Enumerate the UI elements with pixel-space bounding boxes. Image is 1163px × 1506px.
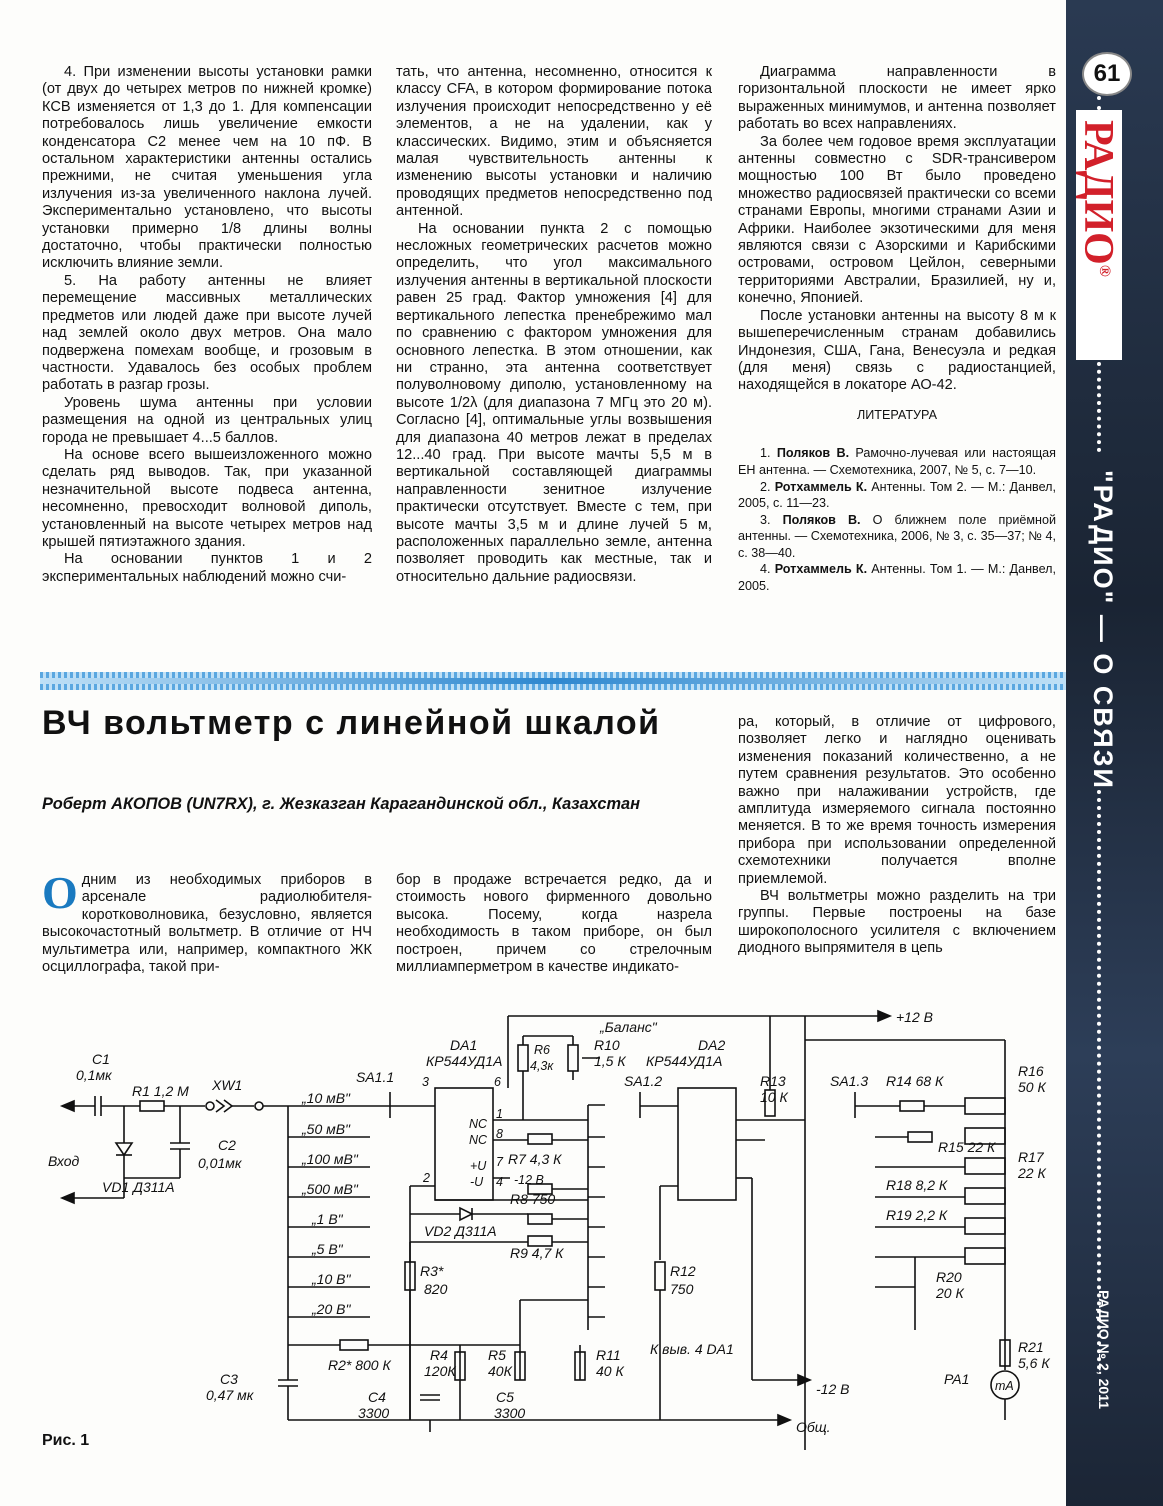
dotted-line [1097,96,1101,110]
figure-label: Рис. 1 [42,1432,90,1449]
label-r11v: 40 К [596,1363,624,1379]
prev-article-col2: тать, что антенна, несомненно, относится к классу CFA, в котором формирование потока излучения происходит непосредственно у её элементов, а не на удалении, как у классических. Видимо, этим и объясняется малая чувствительность антенны к изменению высоты установки и наличию проводящих предметов непосредственно под антенной. На основании пункта 2 с помощью несложных геометрических расчетов можно определить, что угол максимального излучения антенны в вертикальной плоскости равен 25 град. Фактор умножения [4] для вертикального лепестка пренебрежимо мал по сравнению с фактором умножения для основного лепестка. В этом отношении, как ни странно, эта антенна соответствует полуволновому диполю, установленному на высоте 1/2λ (для диапазона 7 МГц это 20 м). Согласно [4], оптимальные углы возвышения для диапазона 40 метров лежат в пределах 12...40 град. При высоте мачты 5,5 м в вертикальной составляющей диаграммы направленности зенитное излучение практически отсутствует. Вместе с тем, при высоте мачты 3,5 м и длине лучей 5 м, расположенных параллельно земле, антенна позволяет проводить как местные, так и относительно дальние радиосвязи. [396,64,712,585]
label-da2t: КР544УД1А [646,1053,723,1069]
label-r6v: 4,3к [530,1059,554,1073]
label-r3v: 820 [424,1281,448,1297]
label-c4: C4 [368,1389,386,1405]
pin-label: 2 [423,1171,430,1185]
label-da2: DA2 [698,1037,726,1053]
label-r16: R16 [1018,1063,1044,1079]
label-r20v: 20 К [936,1285,964,1301]
label-plus12: +12 В [896,1009,933,1025]
label-r5: R5 [488,1347,506,1363]
label-r2: R2* 800 К [328,1357,391,1373]
lit-item: 4. Ротхаммель К. Антенны. Том 1. — М.: Данвел, 2005. [738,562,1057,594]
article-col2: бор в продаже встречается редко, да и стоимость нового фирменного довольно высока. Посему, когда назрела необходимость в таком приборе, он был построен, причем со стрелочным миллиамперметром в качестве индикато- [396,872,712,976]
label-r16v: 50 К [1018,1079,1046,1095]
article-col1: Одним из необходимых приборов в арсенале радиолюбителя-коротковолновика, безусловно, является высокочастотный вольтметр. В отличие от НЧ мультиметра или, например, компактного ЖК осциллографа, такой при- [42,867,372,976]
dotted-line [1097,790,1101,1370]
label-c1v: 0,1мк [76,1067,112,1083]
label-r13v: 10 К [760,1089,788,1105]
label-r11: R11 [596,1347,621,1363]
label-c5v: 3300 [494,1405,526,1421]
label-vd1: VD1 Д311А [102,1179,175,1195]
label-range: „500 мВ" [302,1181,358,1197]
label-r6: R6 [534,1043,550,1057]
label-r4v: 120К [424,1363,456,1379]
label-input: Вход [48,1153,80,1169]
label-r4: R4 [430,1347,448,1363]
label-range: „10 мВ" [302,1090,351,1106]
label-r21: R21 [1018,1339,1044,1355]
label-sa13: SA1.3 [830,1073,869,1089]
literature-list [738,407,1056,595]
label-c5: C5 [496,1389,514,1405]
label-r10: R10 [594,1037,620,1053]
pin-label: 7 [496,1155,503,1169]
label-common: Общ. [796,1419,831,1435]
label-balance: „Баланс" [600,1019,657,1035]
label-r10v: 1,5 К [594,1053,626,1069]
label-range: „100 мВ" [302,1151,358,1167]
prev-article-col3: Диаграмма направленности в горизонтальной плоскости не имеет ярко выраженных минимумов, и антенна позволяет работать во всех направлениях. За более чем годовое время эксплуатации антенны совместно с SDR-трансивером мощностью 100 Вт было проведено множество радиосвязей практически со всеми странами Европы, многими странами Азии и Африки. Наиболее экзотическими для меня являются связи с Азорскими и Карибскими островами, островом Цейлон, северными территориями Австралии, Бразилией, ну и, конечно, Японией. После установки антенны на высоту 8 м к вышеперечисленным странам добавились Индонезия, США, Гана, Венесуэла и редкая (для меня) связь с радиостанцией, находящейся в локаторе АО-42. ЛИТЕРАТУРА 1. Поляков В. Рамочно-лучевая или настоящая EH антенна. — Схемотехника, 2007, № 5, с. 7—10. 2. Ротхаммель К. Антенны. Том 2. — М.: Данвел, 2005, с. 11—23. 3. Поляков В. О ближнем поле приёмной антенны. — Схемотехника, 2006, № 3, с. 35—37; № 4, с. 38—40. 4. Ротхаммель К. Антенны. Том 1. — М.: Данвел, 2005. [738,64,1057,594]
radio-logo: РАДИО® [1075,120,1121,277]
pin-label: -U [470,1175,484,1189]
label-c4v: 3300 [358,1405,390,1421]
label-r19: R19 2,2 К [886,1207,948,1223]
label-r17v: 22 К [1018,1165,1046,1181]
label-c3: C3 [220,1371,238,1387]
sidebar-slogan: "РАДИО" — О СВЯЗИ [1088,470,1118,790]
label-r14: R14 68 К [886,1073,944,1089]
literature-heading: ЛИТЕРАТУРА [856,407,938,422]
pin-label: NC [469,1117,488,1131]
label-r15: R15 22 К [938,1139,996,1155]
label-range: „10 В" [312,1271,351,1287]
label-vd2: VD2 Д311А [424,1223,497,1239]
label-c2v: 0,01мк [198,1155,242,1171]
label-r20: R20 [936,1269,962,1285]
label-r12v: 750 [670,1281,694,1297]
label-r9: R9 4,7 К [510,1245,564,1261]
label-minus12: -12 В [514,1173,544,1187]
label-r7: R7 4,3 К [508,1151,562,1167]
dotted-line [1097,362,1101,452]
drop-cap: О [42,867,78,918]
article-author: Роберт АКОПОВ (UN7RX), г. Жезказган Карагандинской обл., Казахстан [42,795,641,813]
label-c2: C2 [218,1137,236,1153]
pin-label: 3 [422,1075,429,1089]
label-r12: R12 [670,1263,696,1279]
issue-label: РАДИО № 2, 2011 [1096,1290,1112,1409]
pin-label: 1 [496,1107,503,1121]
label-range: „20 В" [312,1301,351,1317]
label-to-pin4: К выв. 4 DA1 [650,1341,734,1357]
label-r5v: 40К [488,1363,512,1379]
pin-label: NC [469,1133,488,1147]
pin-label: +U [470,1159,487,1173]
prev-article-col1: 4. При изменении высоты установки рамки (от двух до четырех метров по нижней кромке) КСВ изменяется от 1,3 до 1. Для компенсации потребовалось лишь увеличение емкости конденсатора С2 менее чем на 10 пФ. В остальном характеристики антенны остались прежними, не считая уменьшения угла излучения из-за увеличенного наклона лучей. Экспериментально установлено, что высоты установки примерно 1/8 длины волны достаточно, чтобы практически полностью исключить влияние земли. 5. На работу антенны не влияет перемещение массивных металлических предметов или людей даже при высоте лучей над землей около двух метров. Она мало подвержена помехам вообще, и грозовым в частности. Удавалось без особых проблем работать в разгар грозы. Уровень шума антенны при условии размещения на одной из центральных улиц города не превышает 4...5 баллов. На основе всего вышеизложенного можно сделать ряд выводов. Так, при указанной незначительной высоте подвеса антенна, несомненно, превосходит волновой диполь, установленный на высоте четырех метров над крышей пятиэтажного здания. На основании пунктов 1 и 2 экспериментальных наблюдений можно счи- [42,64,372,585]
lit-item: 1. Поляков В. Рамочно-лучевая или настоящая EH антенна. — Схемотехника, 2007, № 5, с. 7—10. [738,446,1057,477]
section-divider [40,672,1066,690]
label-c3v: 0,47 мк [206,1387,254,1403]
label-range: „5 В" [312,1241,343,1257]
label-minus12b: -12 В [816,1381,850,1397]
lit-item: 2. Ротхаммель К. Антенны. Том 2. — М.: Данвел, 2005, с. 11—23. [738,479,1057,511]
label-r13: R13 [760,1073,786,1089]
label-r18: R18 8,2 К [886,1177,948,1193]
label-sa11: SA1.1 [356,1069,395,1085]
label-pa1: PA1 [944,1371,970,1387]
label-r21v: 5,6 К [1018,1355,1050,1371]
label-r1: R1 1,2 М [132,1083,189,1099]
article-col3: ра, который, в отличие от цифрового, позволяет легко и наглядно оценивать изменения показаний количественно, а не путем сравнения результатов. Это особенно важно при налаживании устройств, где амплитуда измеряемого сигнала постоянно меняется. В то же время точность измерения прибора при использовании определенной схемотехники получается вполне приемлемой. ВЧ вольтметры можно разделить на три группы. Первые построены на базе широкополосного усилителя с включением диодного выпрямителя в цепь [738,714,1056,957]
lit-item: 3. Поляков В. О ближнем поле приёмной антенны. — Схемотехника, 2006, № 3, с. 35—37; № 4, с. 38—40. [738,512,1057,560]
label-c1: C1 [92,1051,110,1067]
circuit-schematic [40,1000,1060,1450]
label-ma: mA [995,1379,1014,1393]
page-number: 61 [1082,52,1132,96]
label-da1t: КР544УД1А [426,1053,503,1069]
label-sa12: SA1.2 [624,1073,663,1089]
pin-label: 8 [496,1127,503,1141]
label-da1: DA1 [450,1037,478,1053]
label-range: „1 В" [312,1211,343,1227]
label-r17: R17 [1018,1149,1044,1165]
label-r3: R3* [420,1263,444,1279]
pin-label: 4 [496,1175,503,1189]
article-title: ВЧ вольтметр с линейной шкалой [42,704,661,742]
label-r8: R8 750 [510,1191,556,1207]
label-xw1: XW1 [212,1077,243,1093]
label-range: „50 мВ" [302,1121,351,1137]
pin-label: 6 [494,1075,501,1089]
